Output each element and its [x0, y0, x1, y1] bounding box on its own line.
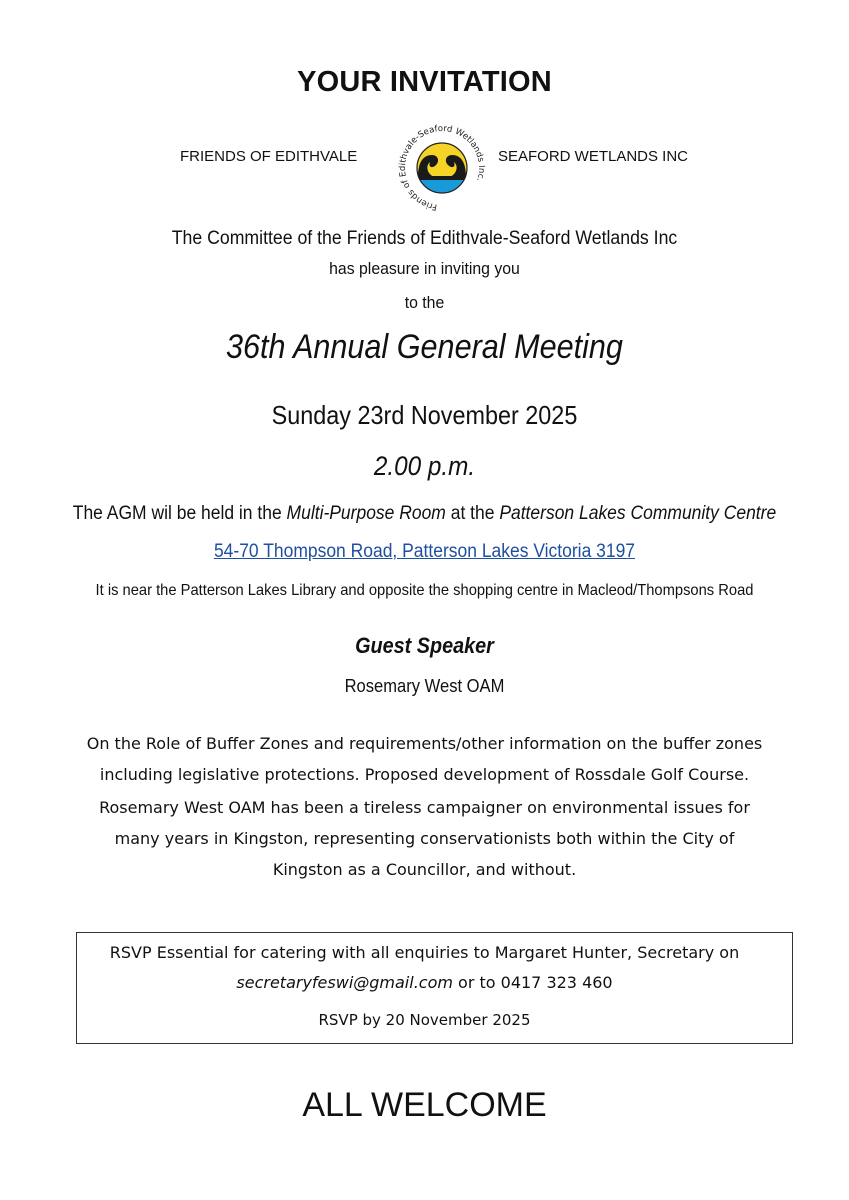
topic-line-2: including legislative protections. Proposed development of Rossdale Golf Course. [99, 765, 750, 784]
all-welcome: ALL WELCOME [302, 1086, 547, 1124]
bio-line-3: Kingston as a Councillor, and without. [272, 860, 577, 879]
org-name-left: FRIENDS OF EDITHVALE [180, 148, 358, 165]
logo-ring-text: Friends of Edithvale-Seaford Wetlands Inc. [397, 123, 487, 212]
venue-directions: It is near the Patterson Lakes Library and opposite the shopping centre in Macleod/Thompsons Road [95, 582, 754, 599]
venue-address-text[interactable]: 54-70 Thompson Road, Patterson Lakes Victoria 3197 [213, 541, 636, 562]
committee-line: The Committee of the Friends of Edithvale-Seaford Wetlands Inc [171, 228, 678, 249]
invitation-title: YOUR INVITATION [297, 66, 552, 98]
venue-line [34, 503, 815, 525]
rsvp-deadline: RSVP by 20 November 2025 [318, 1011, 531, 1029]
bio-line-1: Rosemary West OAM has been a tireless campaigner on environmental issues for [99, 798, 750, 817]
meeting-time: 2.00 p.m. [373, 451, 476, 481]
guest-speaker-name: Rosemary West OAM [344, 676, 505, 696]
rsvp-line-1: RSVP Essential for catering with all enquiries to Margaret Hunter, Secretary on [109, 943, 740, 962]
venue-room: Multi-Purpose Room [286, 503, 446, 524]
to-the-line: to the [404, 293, 445, 312]
rsvp-phone: or to 0417 323 460 [452, 973, 613, 992]
venue-prefix: The AGM wil be held in the [72, 503, 287, 524]
meeting-title: 36th Annual General Meeting [226, 328, 623, 366]
topic-line-1: On the Role of Buffer Zones and requirements/other information on the buffer zones [86, 734, 763, 753]
bio-line-2: many years in Kingston, representing conservationists both within the City of [114, 829, 735, 848]
wetlands-logo [390, 121, 494, 215]
org-name-right: SEAFORD WETLANDS INC [498, 148, 689, 165]
venue-centre: Patterson Lakes Community Centre [499, 503, 777, 524]
meeting-date: Sunday 23rd November 2025 [271, 400, 578, 430]
guest-speaker-heading: Guest Speaker [355, 633, 494, 658]
venue-mid: at the [445, 503, 500, 524]
rsvp-line-2 [0, 973, 849, 992]
venue-address-link[interactable] [34, 541, 815, 563]
pleasure-line: has pleasure in inviting you [329, 259, 520, 278]
rsvp-email[interactable]: secretaryfeswi@gmail.com [236, 973, 453, 992]
